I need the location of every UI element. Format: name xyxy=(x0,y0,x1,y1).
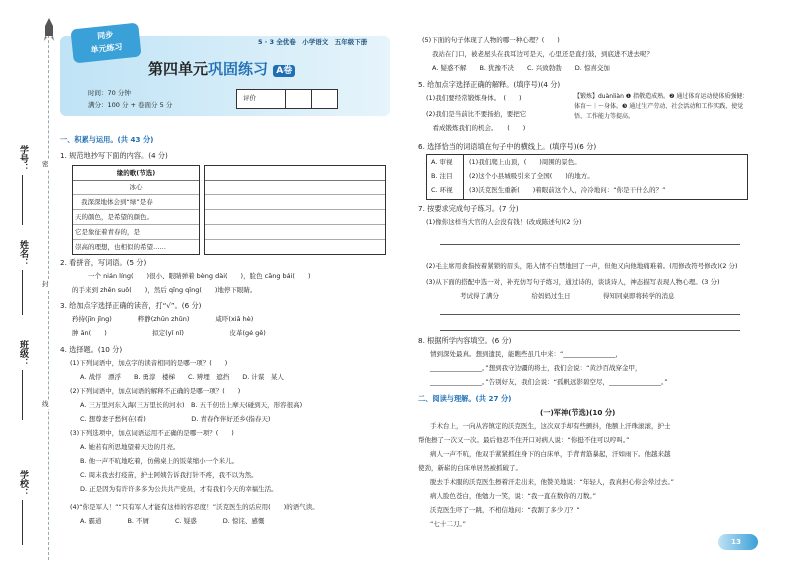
q5-line-2: (2)我们是当前比不要扬抬，要把它 xyxy=(426,110,527,118)
title-unit: 第四单元 xyxy=(148,60,209,78)
reading-line-5: 脱去手术服的沃克医生擦着汗走出来，他赞美地说：“年轻人，我真担心你会晕过去。” xyxy=(430,478,674,486)
student-no-line xyxy=(22,175,23,225)
q7-1-answer-line[interactable] xyxy=(440,244,740,245)
student-no-label: 学号： xyxy=(18,145,28,172)
q4-3-prompt: (3)下列选项中，加点词语运用不正确的是哪一项？( ) xyxy=(70,429,234,437)
q7-3-options: 考试得了满分 给妈妈过生日 得知同桌即将转学的消息 xyxy=(460,292,675,300)
q5-line-1: (1)我们要经常锻炼身体。 ( ) xyxy=(426,94,522,102)
q2-line-2: 的手来到 zhēn suǒ( )，然后 qīng qīng( )地停下眼睛。 xyxy=(72,286,257,294)
q6-sentence-2: (2)这个小县城吸引来了全国( )的地方。 xyxy=(469,172,594,180)
q4-5-prompt: (5)下面的句子体现了人物的哪一种心理？( ) xyxy=(422,36,560,44)
page-number: 13 xyxy=(731,537,742,546)
seal-line xyxy=(48,20,49,560)
poem-line-3: 它是象征着青春的，是 xyxy=(73,225,199,240)
page-title xyxy=(148,58,295,79)
reading-line-2: 帮他擦了一次又一次。最后他忍不住开口对病人说：“你挺不住可以哼叫。” xyxy=(418,436,630,444)
q4-5-options: A. 疑惑不解 B. 犹豫不决 C. 兴致勃勃 D. 惊喜交加 xyxy=(432,64,610,72)
q6-word-b: B. 注目 xyxy=(431,172,453,180)
q3-line-2: 肿 ān( ) 拟定(yǐ nǐ) 皮革(gé gě) xyxy=(72,329,266,337)
reading-title: (一)军神(节选)(10 分) xyxy=(540,408,616,417)
q6-word-a: A. 审视 xyxy=(431,158,453,166)
copy-writing-box[interactable] xyxy=(204,165,386,255)
school-label: 学校： xyxy=(18,470,28,497)
q8-prompt: 8. 根据所学内容填空。(6 分) xyxy=(418,336,512,345)
series-label: 5 · 3 全优卷 小学语文 五年级下册 xyxy=(258,38,368,46)
title-type: 巩固练习 xyxy=(208,60,269,78)
q4-2-prompt: (2)下列词语中，加点词语的解释不正确的是哪一项？( ) xyxy=(70,387,241,395)
time-info: 时间：70 分钟 xyxy=(88,89,131,97)
q6-word-c: C. 环视 xyxy=(431,186,453,194)
poem-author: 冰心 xyxy=(73,181,199,195)
class-label: 班级： xyxy=(18,340,28,367)
q7-prompt: 7. 按要求完成句子练习。(7 分) xyxy=(418,204,519,213)
q4-2-options-cd: C. 想尊妻子愁何在(看) D. 青春作伴好还乡(指春天) xyxy=(80,415,271,423)
q2-line-1: 一个 nián líng( )很小、眼睛弹着 bèng dài( )，脸色 cāng bái( ) xyxy=(88,272,311,280)
poem-line-2: 天的颜色，是希望的颜色。 xyxy=(73,210,199,225)
reading-line-1: 手术台上，一向从容镇定的沃克医生，这次双手却有些颤抖，他额上汗珠滚滚，护士 xyxy=(430,422,671,430)
reading-line-8: “七十二刀。” xyxy=(430,520,466,528)
q4-3-option-b: B. 他一声不吭地吃着，仿佛桌上的饭菜缩小一个米儿。 xyxy=(80,457,239,465)
badge-bottom: 单元练习 xyxy=(90,42,123,55)
q4-4-prompt: (4)“你是军人！”“只有军人才能有这样的容忍度！”沃克医生的话应用( )的语气读。 xyxy=(70,503,319,511)
seal-word-2: 封 xyxy=(42,280,49,288)
q8-line-3: ________________。”告别好友，我们会说：“孤帆远影碧空尽，________________。” xyxy=(430,378,668,386)
badge-top: 同步 xyxy=(96,30,114,41)
q2-prompt: 2. 看拼音，写词语。(5 分) xyxy=(60,258,147,267)
reading-line-3: 病人一声不吭，他双手紧紧抓住身下的白床单，手背青筋暴起，汗如雨下。他越来越 xyxy=(430,450,671,458)
q7-2-prompt: (2)毛主席用食指按着紧锁的眉头，陷入情不自禁地回了一声，但他又向他地痛难着。(用修改符号修改)(2 分) xyxy=(426,262,738,270)
seal-word-1: 密 xyxy=(42,160,49,168)
q4-5-sentence: 我站在门口，被老屋头在我耳边可是天，心里还是直打鼓，到底进不进去呢？ xyxy=(432,50,653,58)
seal-word-3: 线 xyxy=(42,400,49,408)
q4-1-options: A. 战俘 漂浮 B. 勇淳 楼梯 C. 辨埋 遮挡 D. 计谋 某人 xyxy=(80,373,284,381)
class-line xyxy=(22,370,23,420)
reading-line-6: 病人脸色苍白，他勉力一笑，说：“我一直在数你的刀数。” xyxy=(430,492,596,500)
q6-sentence-3: (3)沃克医生重新( )着眼前这个人，冷冷地问：“你是干什么的？” xyxy=(469,186,666,194)
section-2-title: 二、阅读与理解。(共 27 分) xyxy=(418,394,512,403)
poem-box xyxy=(72,165,200,255)
reading-line-7: 沃克医生吓了一跳，不相信地问：“我割了多少刀？” xyxy=(430,506,580,514)
q5-prompt: 5. 给加点字选择正确的解释。(填序号)(4 分) xyxy=(418,80,561,89)
name-label: 姓名： xyxy=(18,240,28,267)
q4-1-prompt: (1)下列词语中，加点字的读音相同的是哪一项？( ) xyxy=(70,359,228,367)
q6-sentence-1: (1)我们爬上山顶，( )周围的景色。 xyxy=(469,158,581,166)
evaluation-label: 评价 xyxy=(243,94,256,102)
q4-2-options-ab: A. 三万里河东入海(三万里长的河水) B. 五千仞岳上摩天(碰到天，形容很高) xyxy=(80,401,303,409)
dictionary-entry: 【锻炼】duànliàn ❶ 指敬造成熟。❷ 通过体育运动使体质强健：体育～｜～身体。❸ 通过生产劳动、社会活动和工作实践，使觉悟、工作能力等提高。 xyxy=(574,93,749,120)
score-info: 满分：100 分 + 卷面分 5 分 xyxy=(88,101,173,109)
reading-line-4: 使劲，新崭的白床单居然被抓破了。 xyxy=(418,464,522,472)
q3-line-1: 矜持(jīn jīng) 粹静(zhūn zhǔn) 咸吓(xiā hè) xyxy=(72,315,254,323)
q6-table xyxy=(426,154,748,200)
rocket-icon xyxy=(44,18,54,46)
q4-4-options: A. 霸道 B. 不屑 C. 疑惑 D. 惊诧、感慨 xyxy=(80,517,265,525)
q4-3-option-c: C. 周末我去打疫苗，护士阿姨告诉我打针不疼，我不以为然。 xyxy=(80,471,258,479)
poem-line-1: 我深深地体会到“绿”是春 xyxy=(73,195,199,210)
q1-prompt: 1. 规范地抄写下面的内容。(4 分) xyxy=(60,151,168,160)
q7-3-answer-line-2[interactable] xyxy=(440,330,740,331)
unit-badge xyxy=(70,23,141,64)
school-line xyxy=(22,500,23,545)
q7-3-prompt: (3)从下面的搭配中选一对，补充仿写句子练习，通过诗的，谈谈诗人，神态描写表现人物心理。(3 分) xyxy=(426,278,720,286)
evaluation-box xyxy=(236,89,338,109)
q3-prompt: 3. 给加点字选择正确的读音，打“√”。(6 分) xyxy=(60,301,202,310)
poem-title: 缘的歌(节选) xyxy=(73,166,199,181)
q4-prompt: 4. 选择题。(10 分) xyxy=(60,345,123,354)
q4-3-option-a: A. 她若有所思地望着天边的月亮。 xyxy=(80,443,180,451)
q8-line-1: 情到深处最真。想到遗民，能瞧些虽几中来：“________________， xyxy=(430,350,622,358)
section-1-title: 一、积累与运用。(共 43 分) xyxy=(60,135,154,144)
q5-line-3: 看成锻炼我们的机会。 ( ) xyxy=(426,124,526,132)
q8-line-2: ________________。”想到我守边疆的将士，我们会说：“黄沙百战穿金甲， xyxy=(430,364,642,372)
name-line xyxy=(22,270,23,315)
poem-line-4: 崇高的理想，也相似的希望…… xyxy=(75,243,166,251)
q7-1-prompt: (1)像你这样当大官的人会没有钱！(改成陈述句)(2 分) xyxy=(426,218,582,226)
q6-prompt: 6. 选择恰当的词语填在句子中的横线上。(填序号)(6 分) xyxy=(418,142,597,151)
level-badge: A卷 xyxy=(273,65,295,77)
q4-3-option-d: D. 正是因为有许许多多为公共共产党员，才有我们今天的幸福生活。 xyxy=(80,485,278,493)
q7-3-answer-line-1[interactable] xyxy=(440,314,740,315)
